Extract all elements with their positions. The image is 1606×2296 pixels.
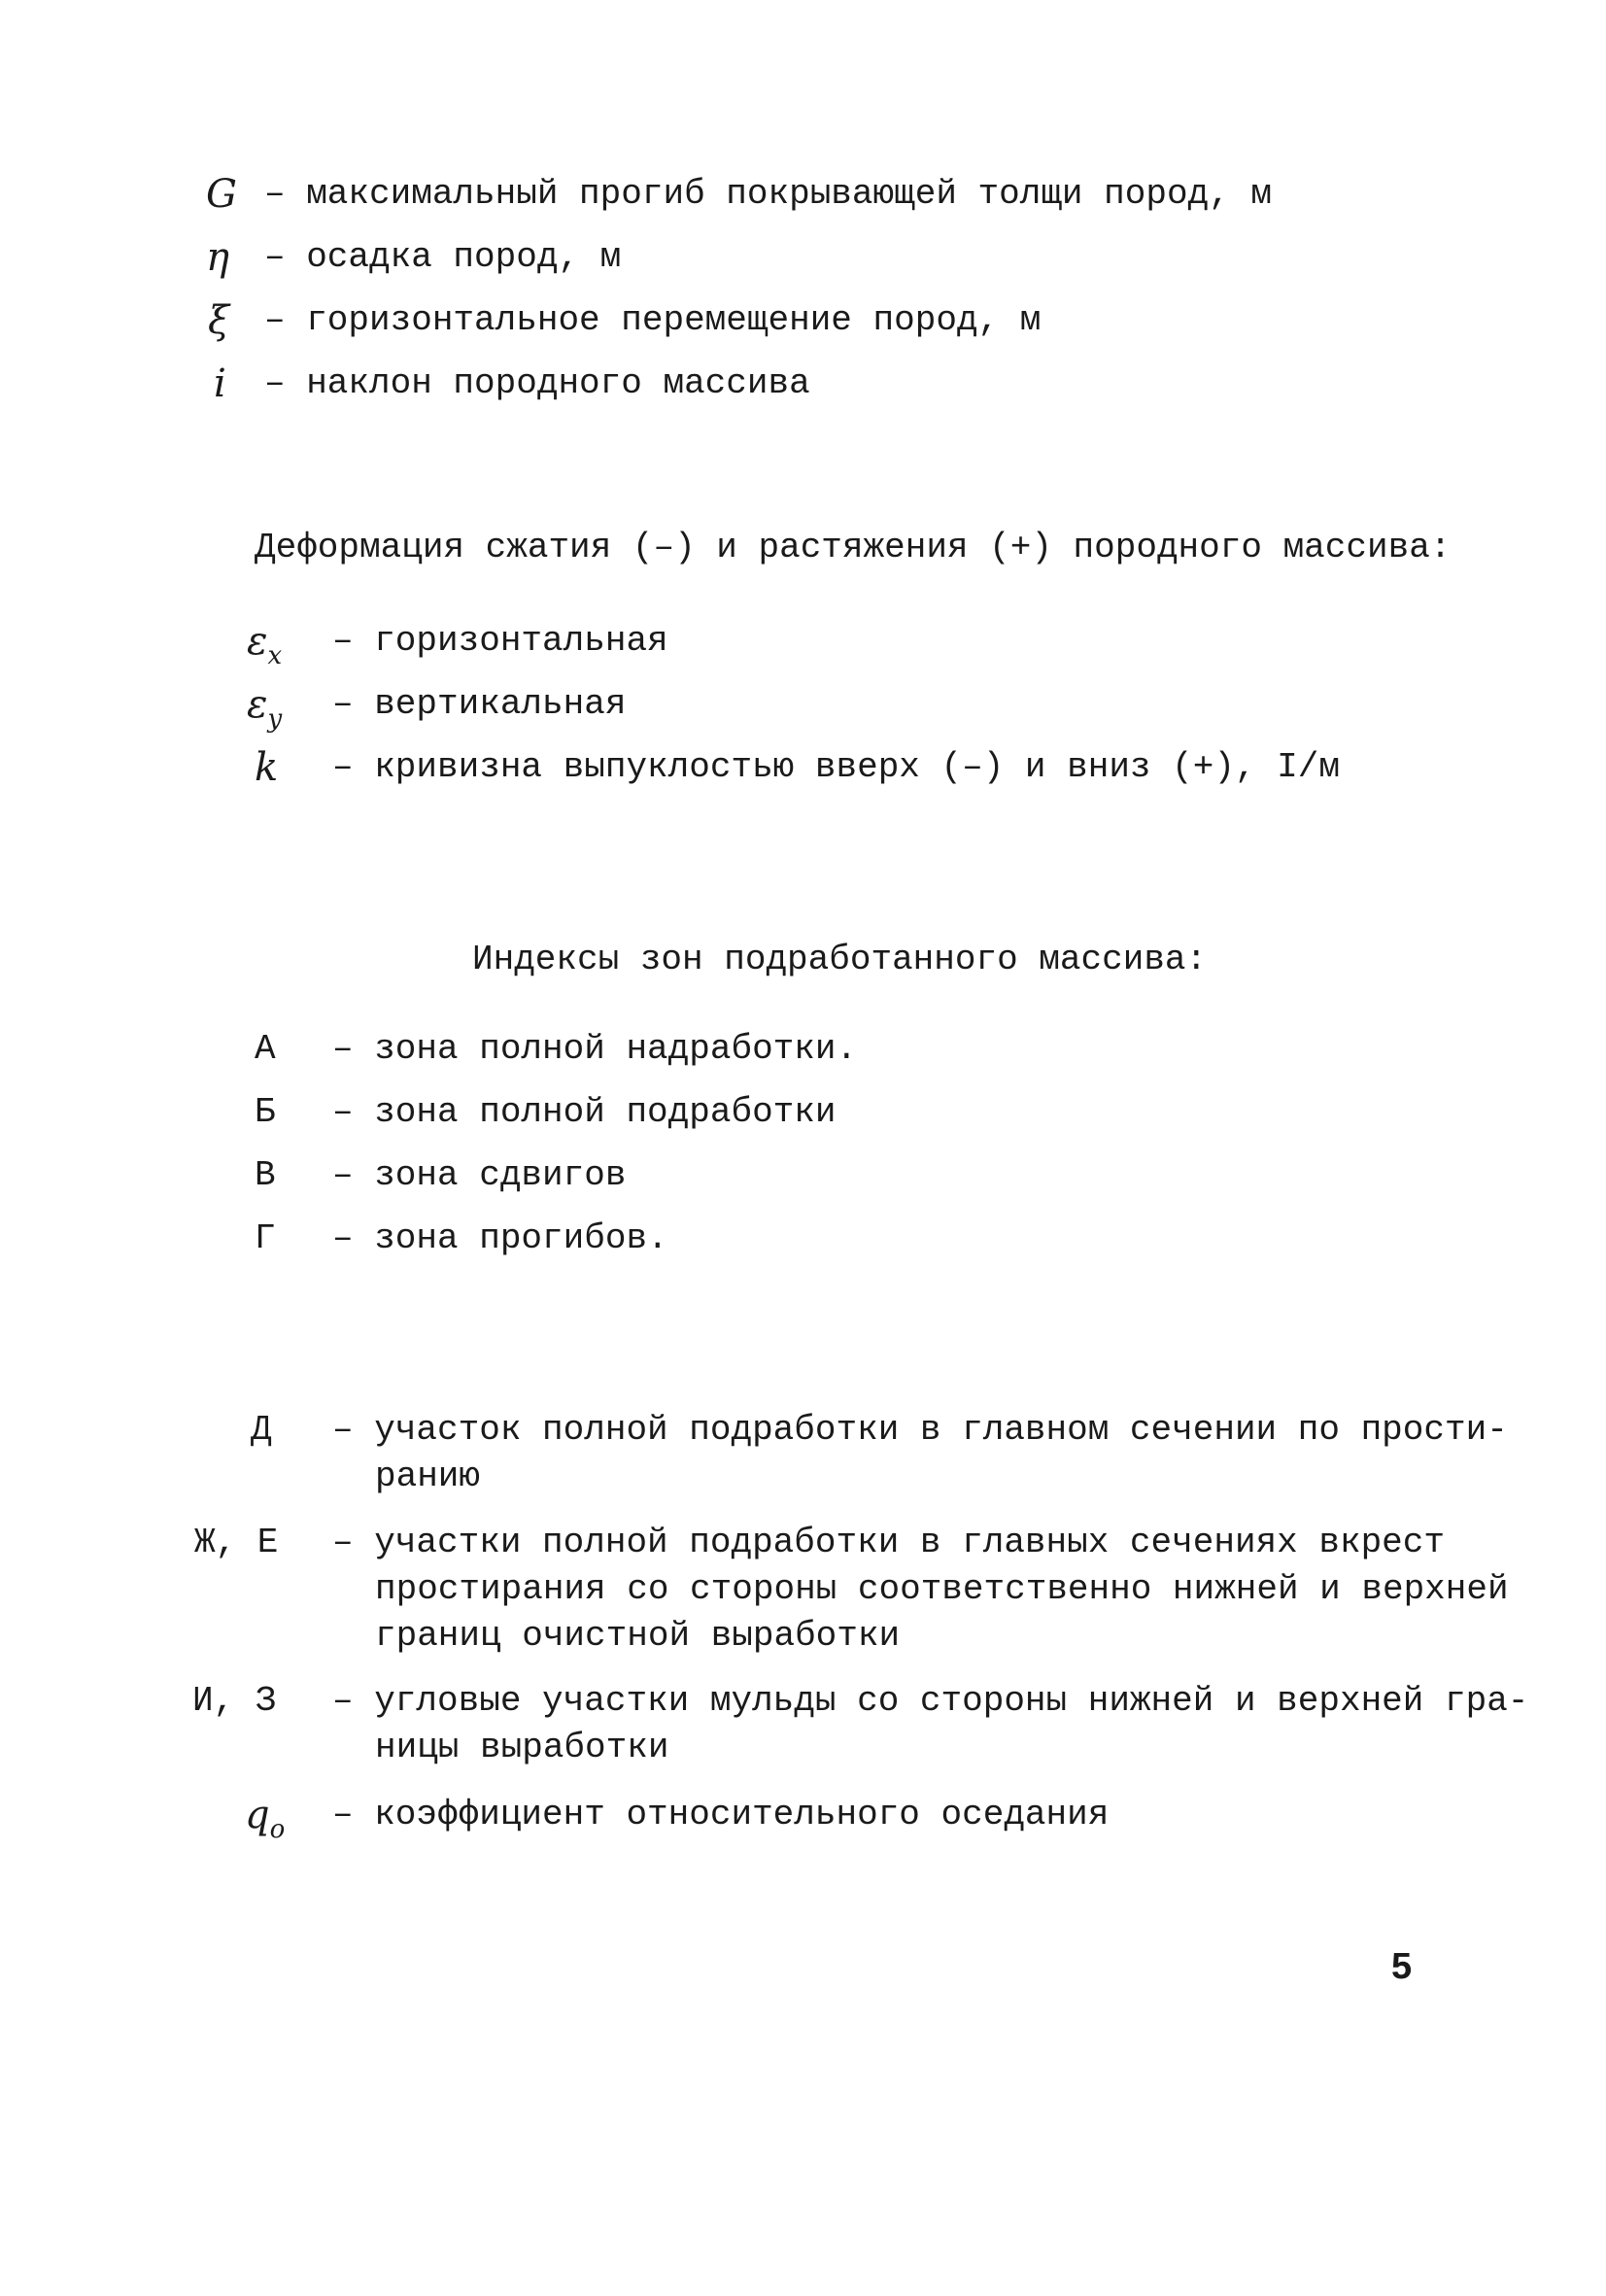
section-letter-i-z: И, З: [192, 1681, 277, 1721]
zone-letter-a: А: [255, 1029, 276, 1069]
symbol-sigma-definition: – максимальный прогиб покрывающей толщи пород, м: [264, 174, 1272, 214]
deformation-heading: Деформация сжатия (–) и растяжения (+) породного массива:: [255, 528, 1452, 567]
zone-letter-v: В: [255, 1155, 276, 1195]
section-i-z-line-1: – угловые участки мульды со стороны нижней и верхней гра-: [332, 1681, 1529, 1721]
symbol-eta-definition: – осадка пород, м: [264, 237, 622, 277]
deformation-horizontal: – горизонтальная: [332, 621, 668, 661]
symbol-xi-definition: – горизонтальное перемещение пород, м: [264, 300, 1042, 340]
symbol-i: i: [214, 361, 226, 406]
zone-letter-b: Б: [255, 1092, 276, 1132]
deformation-symbol-y: $\varepsilon_y$: [247, 682, 283, 734]
section-zh-e-line-1: – участки полной подработки в главных сечениях вкрест: [332, 1523, 1445, 1562]
zone-letter-g: Г: [255, 1218, 276, 1258]
section-zh-e-line-3: границ очистной выработки: [375, 1616, 901, 1656]
section-letter-zh-e: Ж, Е: [194, 1523, 279, 1562]
section-d-line-1: – участок полной подработки в главном сечении по прости-: [332, 1410, 1508, 1450]
deformation-curvature: – кривизна выпуклостью вверх (–) и вниз (+), I/м: [332, 747, 1340, 787]
zone-g-definition: – зона прогибов.: [332, 1218, 668, 1258]
deformation-symbol-k: k: [255, 745, 279, 790]
section-d-line-2: ранию: [375, 1456, 481, 1496]
deformation-symbol-x: $\varepsilon_x$: [247, 619, 283, 670]
zone-b-definition: – зона полной подработки: [332, 1092, 837, 1132]
deformation-vertical: – вертикальная: [332, 684, 627, 724]
zone-a-definition: – зона полной надработки.: [332, 1029, 858, 1069]
section-i-z-line-2: ницы выработки: [375, 1728, 669, 1767]
symbol-sigma: G: [206, 172, 237, 217]
zones-heading: Индексы зон подработанного массива:: [472, 940, 1208, 979]
coefficient-symbol: $q_o$: [245, 1793, 286, 1844]
symbol-xi: ξ: [208, 298, 230, 343]
coefficient-definition: – коэффициент относительного оседания: [332, 1795, 1110, 1834]
symbol-eta: η: [206, 235, 229, 280]
zone-v-definition: – зона сдвигов: [332, 1155, 627, 1195]
section-zh-e-line-2: простирания со стороны соответственно нижней и верхней: [375, 1569, 1509, 1609]
section-letter-d: Д: [251, 1410, 272, 1450]
page-number: 5: [1391, 1946, 1413, 1987]
symbol-i-definition: – наклон породного массива: [264, 363, 810, 403]
